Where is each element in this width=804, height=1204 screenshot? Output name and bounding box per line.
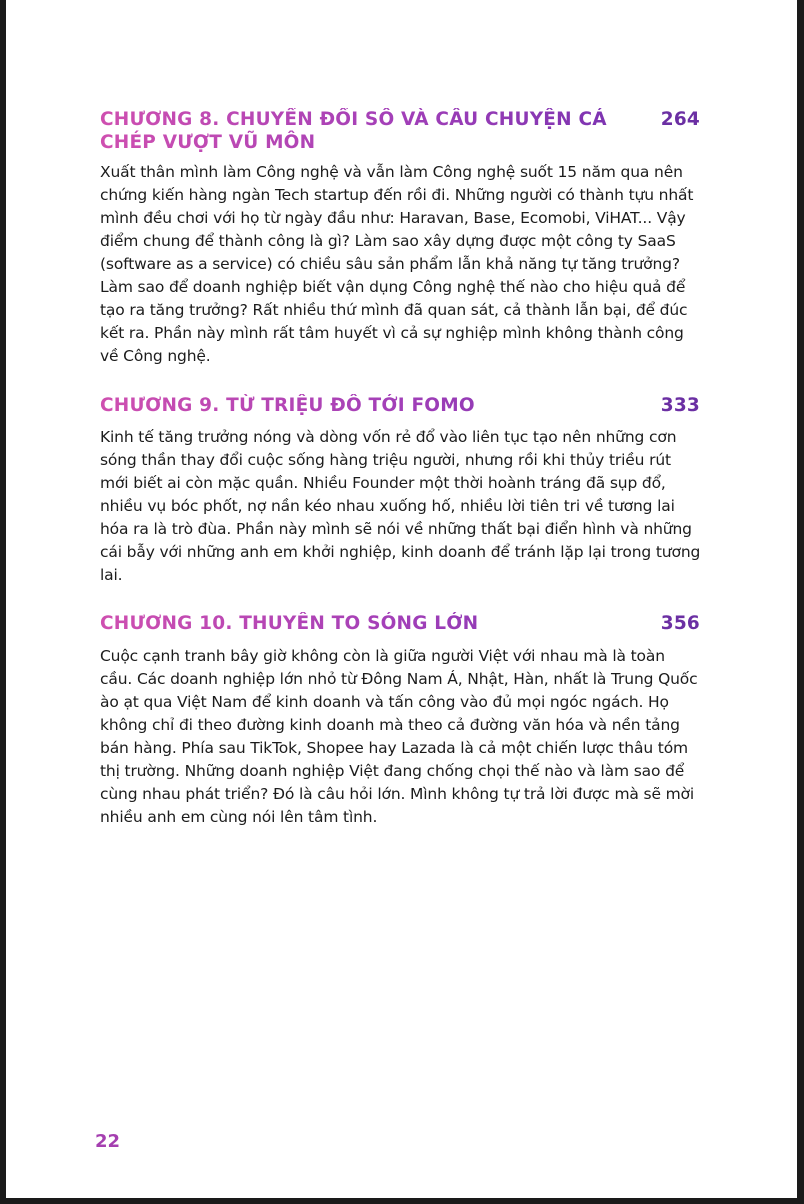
chapter-9-title: CHƯƠNG 9. TỪ TRIỆU ĐÔ TỚI FOMO	[100, 395, 475, 416]
chapter-10-summary: Cuộc cạnh tranh bây giờ không còn là giữa người Việt với nhau mà là toàn cầu. Các doanh nghiệp lớn nhỏ từ Đông Nam Á, Nhật, Hàn, nhất là Trung Quốc ào ạt qua Việt Nam để kinh doanh và tấn công vào đủ mọi ngóc ngách. Họ không chỉ đi theo đường kinh doanh mà theo cả đường văn hóa và nền tảng bán hàng. Phía sau TikTok, Shopee hay Lazada là cả một chiến lược thâu tóm thị trường. Những doanh nghiệp Việt đang chống chọi thế nào và làm sao để cùng nhau phát triển? Đó là câu hỏi lớn. Mình không tự trả lời được mà sẽ mời nhiều anh em cùng nói lên tâm tình.	[100, 647, 698, 826]
chapter-9-heading	[100, 394, 700, 417]
chapter-8-summary: Xuất thân mình làm Công nghệ và vẫn làm Công nghệ suốt 15 năm qua nên chứng kiến hàng ngàn Tech startup đến rồi đi. Những người có thành tựu nhất mình đều chơi với họ từ ngày đầu như: Haravan, Base, Ecomobi, ViHAT... Vậy điểm chung để thành công là gì? Làm sao xây dựng được một công ty SaaS (software as a service) có chiều sâu sản phẩm lẫn khả năng tự tăng trưởng? Làm sao để doanh nghiệp biết vận dụng Công nghệ thế nào cho hiệu quả để tạo ra tăng trưởng? Rất nhiều thứ mình đã quan sát, cả thành lẫn bại, để đúc kết ra. Phần này mình rất tâm huyết vì cả sự nghiệp mình không thành công về Công nghệ.	[100, 163, 694, 365]
page-number: 22	[95, 1131, 121, 1152]
document-page	[6, 0, 797, 1198]
chapter-9-page-ref: 333	[660, 395, 700, 416]
chapter-10-heading	[100, 612, 700, 635]
chapter-8-page-ref: 264	[660, 109, 700, 130]
chapter-9-summary: Kinh tế tăng trưởng nóng và dòng vốn rẻ đổ vào liên tục tạo nên những cơn sóng thần thay đổi cuộc sống hàng triệu người, nhưng rồi khi thủy triều rút mới biết ai còn mặc quần. Nhiều Founder một thời hoành tráng đã sụp đổ, nhiều vụ bóc phốt, nợ nần kéo nhau xuống hố, nhiều lời tiên tri về tương lai hóa ra là trò đùa. Phần này mình sẽ nói về những thất bại điển hình và những cái bẫy với những anh em khởi nghiệp, kinh doanh để tránh lặp lại trong tương lai.	[100, 428, 701, 584]
chapter-10-page-ref: 356	[660, 613, 700, 634]
chapter-8-title: CHƯƠNG 8. CHUYỂN ĐỔI SỐ VÀ CÂU CHUYỆN CÁ CHÉP VƯỢT VŨ MÔN	[100, 109, 607, 153]
chapter-10-title: CHƯƠNG 10. THUYỀN TO SÓNG LỚN	[100, 613, 479, 634]
chapter-8-heading	[100, 108, 700, 154]
